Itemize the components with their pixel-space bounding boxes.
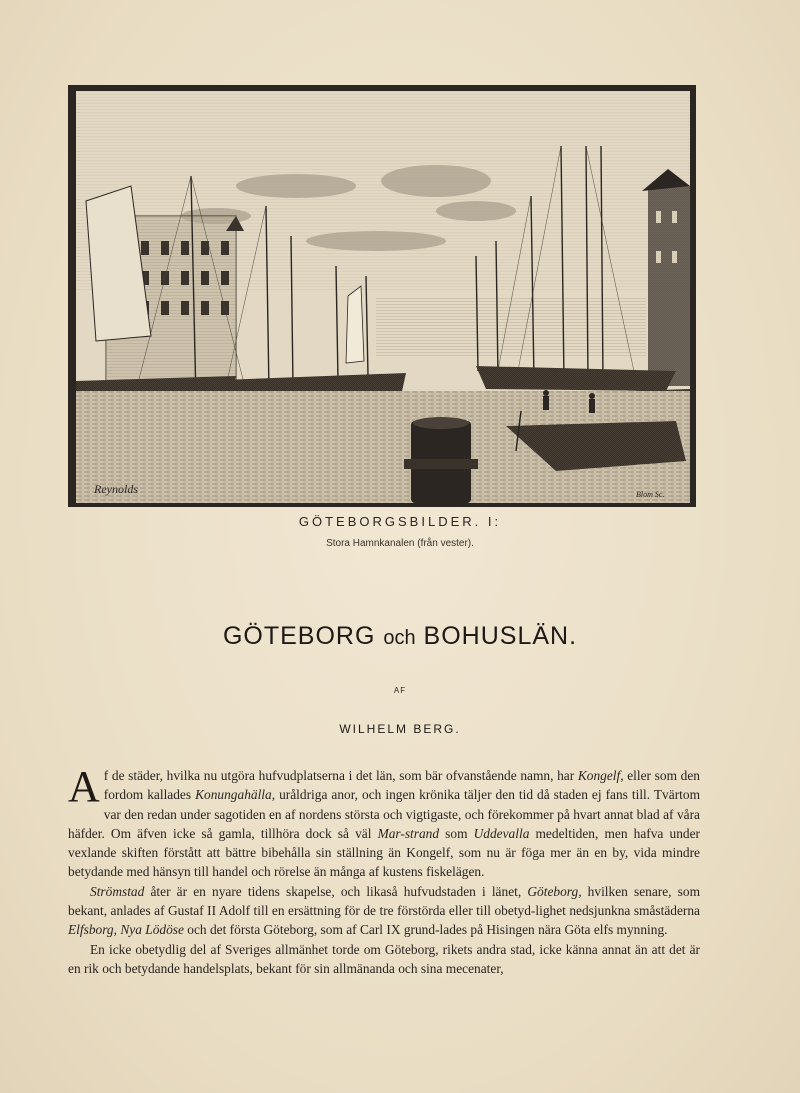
article-title xyxy=(0,622,800,651)
harbour-engraving xyxy=(76,91,690,503)
byline-af: AF xyxy=(393,686,407,695)
text-run: f de städer, hvilka nu utgöra hufvudplatserna i det län, som bär ofvanstående namn, har xyxy=(103,768,578,783)
text-run-italic: Uddevalla xyxy=(473,825,530,841)
text-run-italic: Göteborg, xyxy=(527,883,582,899)
author-name: WILHELM BERG. xyxy=(339,722,461,736)
text-run: åter är en nyare tidens skapelse, och likaså hufvudstaden i länet, xyxy=(144,883,528,899)
illustration-caption-title: GÖTEBORGSBILDER. I: xyxy=(298,514,502,529)
text-run: eller som den fordom kallades xyxy=(103,768,700,803)
right-tower xyxy=(642,169,690,386)
bollard xyxy=(404,417,478,503)
text-run: och det första Göteborg, som af Carl IX grund-lades på Hisingen nära Göta elfs mynning. xyxy=(183,922,668,938)
article-body xyxy=(68,762,700,978)
text-run-italic: Kongelf, xyxy=(577,768,624,783)
artist-signature: Reynolds xyxy=(94,482,138,496)
text-run: hvilken senare, som bekant, anlades af Gustaf II Adolf till en ersättning för de tre förstörda eller till obetyd-lighet nedsjunkna småstäderna xyxy=(68,883,700,919)
title-part-1: GÖTEBORG xyxy=(222,622,384,650)
title-part-3: BOHUSLÄN. xyxy=(415,622,578,650)
text-run-italic: Mar-strand xyxy=(377,825,440,841)
paragraph-2 xyxy=(68,882,700,940)
illustration-frame xyxy=(68,85,696,507)
drop-cap: A xyxy=(68,762,100,811)
text-run: som xyxy=(439,825,474,841)
engraver-signature: Blom Sc. xyxy=(636,490,665,499)
text-run: uråldriga anor, och ingen krönika täljer den tid då staden ej fans till. Tvärtom var den redan under sagotiden en af nordens största och vigtigaste, och förekommer på hvart annat blad af våra häfder. Om äfven icke så gamla, tillhöra dock så väl xyxy=(68,787,700,841)
paragraph-1 xyxy=(68,762,700,882)
distant-quay-buildings xyxy=(376,296,646,356)
paragraph-3: En icke obetydlig del af Sveriges allmänhet torde om Göteborg, rikets andra stad, icke känna annat än att det är en rik och betydande handelsplats, bekant för sin allmänanda och sina mecenater, xyxy=(68,941,700,976)
text-run-italic: Konungahälla, xyxy=(195,787,276,803)
illustration-caption-subtitle: Stora Hamnkanalen (från vester). xyxy=(326,538,474,549)
text-run: medeltiden, men hafva under vexlande skiften förstått att bättre bibehålla sin ställning än Kongelf, som nu är föga mer än en by, vida mindre betydande med hänsyn till handel och rörelse än många af kustens fiskelägen. xyxy=(68,825,700,880)
text-run-italic: Elfsborg, Nya Lödöse xyxy=(68,922,184,938)
title-part-2: och xyxy=(383,627,416,649)
text-run-italic: Strömstad xyxy=(90,883,145,899)
